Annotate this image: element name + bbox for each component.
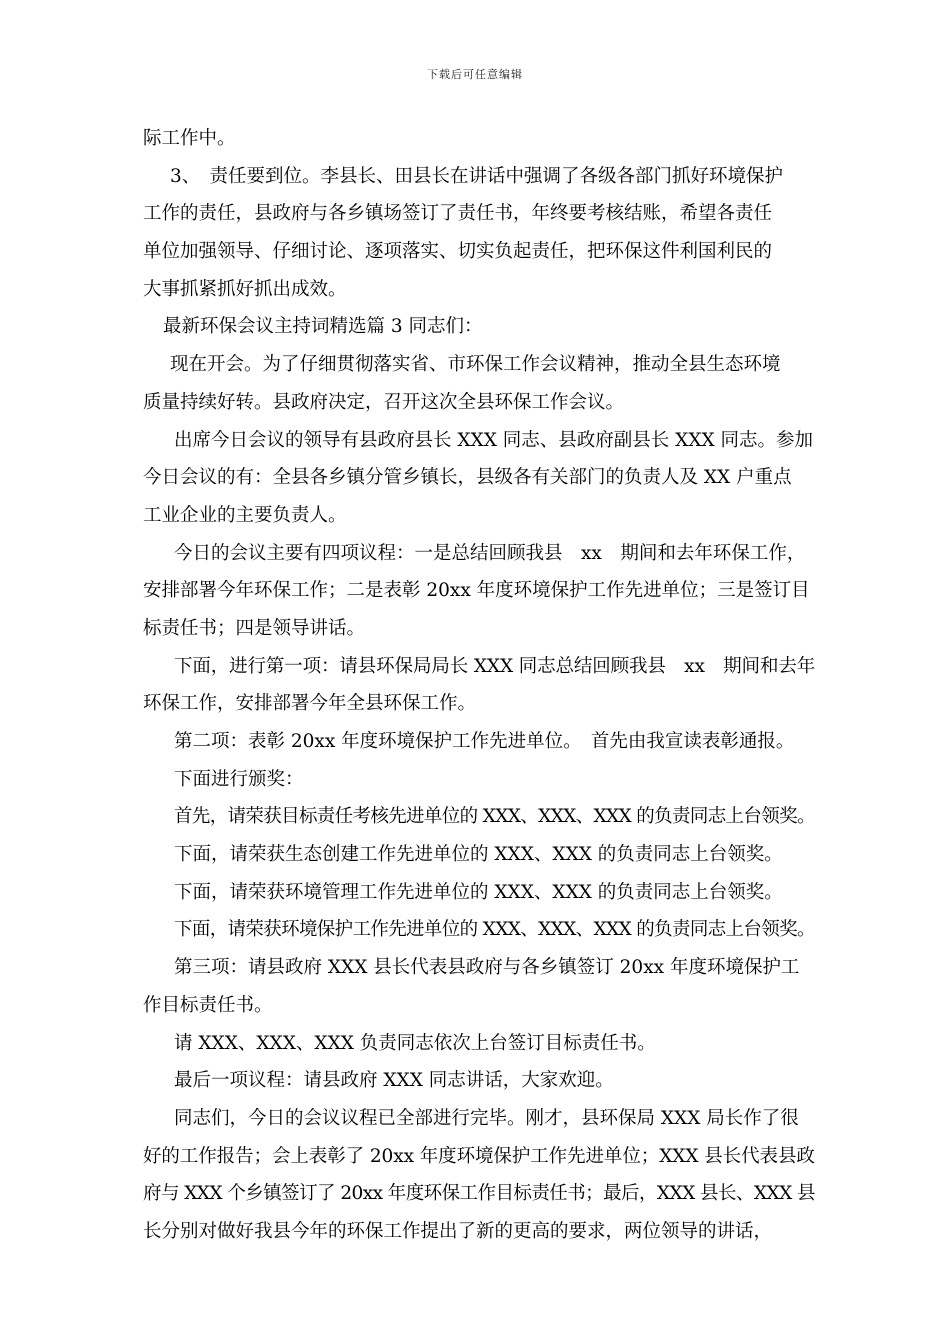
text-line: 第三项：请县政府 XXX 县长代表县政府与各乡镇签订 20xx 年度环境保护工 — [174, 957, 800, 979]
text-line: 最新环保会议主持词精选篇 3 同志们： — [163, 316, 483, 338]
text-line: 单位加强领导、仔细讨论、逐项落实、切实负起责任，把环保这件利国利民的 — [143, 241, 773, 263]
text-line: 际工作中。 — [143, 128, 236, 149]
text-line: 府与 XXX 个乡镇签订了 20xx 年度环保工作目标责任书；最后，XXX 县长、XXX 县 — [143, 1183, 815, 1205]
text-line: 请 XXX、XXX、XXX 负责同志依次上台签订目标责任书。 — [174, 1032, 656, 1054]
text-line: 首先，请荣获目标责任考核先进单位的 XXX、XXX、XXX 的负责同志上台领奖。 — [174, 806, 815, 828]
text-line: 出席今日会议的领导有县政府县长 XXX 同志、县政府副县长 XXX 同志。参加 — [174, 429, 814, 451]
text-line: 好的工作报告；会上表彰了 20xx 年度环境保护工作先进单位；XXX 县长代表县政 — [143, 1145, 815, 1167]
text-line: 大事抓紧抓好抓出成效。 — [143, 278, 347, 300]
text-line: 下面，请荣获环境保护工作先进单位的 XXX、XXX、XXX 的负责同志上台领奖。 — [174, 919, 815, 941]
text-line: 今日会议的有：全县各乡镇分管乡镇长，县级各有关部门的负责人及 XX 户重点 — [143, 467, 792, 489]
text-line: 安排部署今年环保工作；二是表彰 20xx 年度环境保护工作先进单位；三是签订目 — [143, 580, 810, 602]
text-line: 3、 责任要到位。李县长、田县长在讲话中强调了各级各部门抓好环境保护 — [170, 165, 784, 187]
text-line: 下面，请荣获生态创建工作先进单位的 XXX、XXX 的负责同志上台领奖。 — [174, 844, 783, 866]
text-line: 下面，请荣获环境管理工作先进单位的 XXX、XXX 的负责同志上台领奖。 — [174, 881, 783, 903]
text-line: 下面进行颁奖： — [174, 768, 304, 790]
document-body — [143, 120, 815, 1251]
text-line: 长分别对做好我县今年的环保工作提出了新的更高的要求，两位领导的讲话， — [143, 1220, 773, 1242]
text-line: 环保工作，安排部署今年全县环保工作。 — [143, 693, 477, 715]
text-line: 作目标责任书。 — [143, 994, 273, 1016]
text-line: 现在开会。为了仔细贯彻落实省、市环保工作会议精神，推动全县生态环境 — [170, 354, 781, 376]
text-line: 下面，进行第一项：请县环保局局长 XXX 同志总结回顾我县 xx 期间和去年 — [174, 655, 816, 677]
text-line: 工业企业的主要负责人。 — [143, 504, 347, 526]
text-line: 第二项：表彰 20xx 年度环境保护工作先进单位。 首先由我宣读表彰通报。 — [174, 731, 795, 752]
text-line: 标责任书；四是领导讲话。 — [143, 617, 366, 639]
text-line: 工作的责任，县政府与各乡镇场签订了责任书，年终要考核结账，希望各责任 — [143, 203, 773, 225]
text-line: 今日的会议主要有四项议程：一是总结回顾我县 xx 期间和去年环保工作， — [174, 542, 806, 564]
page-header: 下载后可任意编辑 — [427, 68, 523, 81]
text-line: 质量持续好转。县政府决定，召开这次全县环保工作会议。 — [143, 391, 625, 413]
text-line: 同志们，今日的会议议程已全部进行完毕。刚才，县环保局 XXX 局长作了很 — [174, 1107, 799, 1129]
text-line: 最后一项议程：请县政府 XXX 同志讲话，大家欢迎。 — [174, 1070, 614, 1092]
